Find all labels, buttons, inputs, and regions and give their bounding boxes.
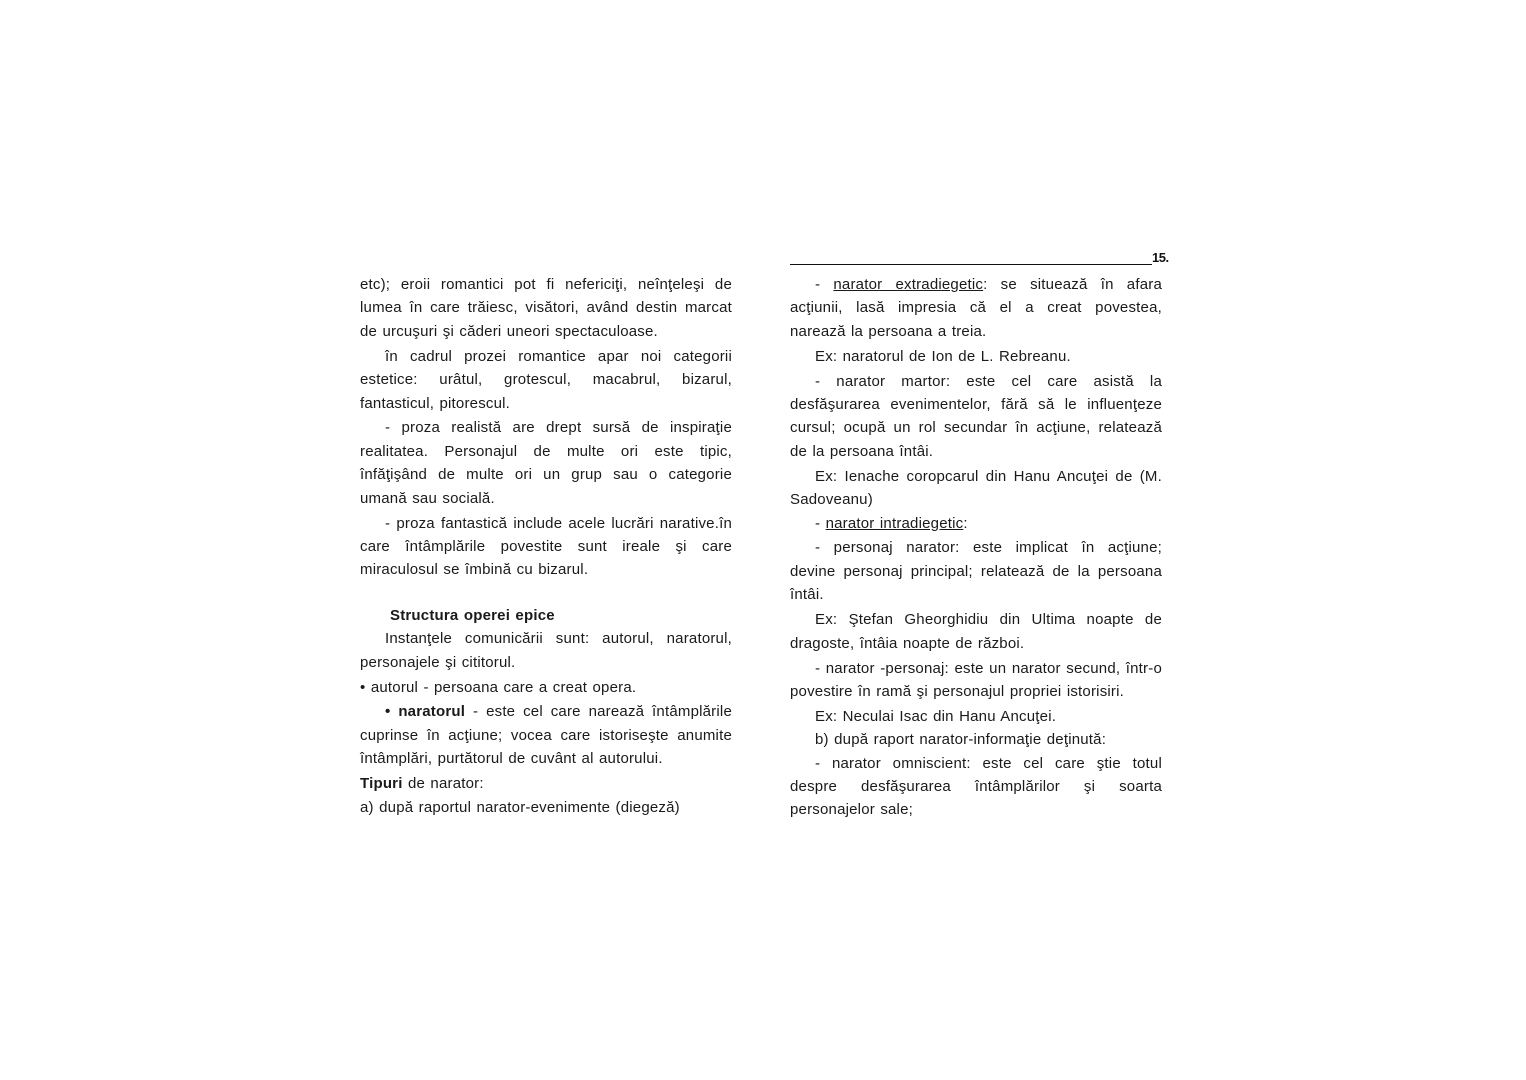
paragraph-witness-narrator: - narator martor: este cel care asistă la desfăşurarea evenimentelor, fără să le influenţeze cursul; ocupă un rol secundar în acţiune, relatează de la persoana întâi.	[790, 372, 1162, 460]
example-neculai-isac: Ex: Neculai Isac din Hanu Ancuţei.	[815, 707, 1057, 725]
paragraph-character-narrator: - personaj narator: este implicat în acţiune; devine personaj principal; relatează de la persoana întâi.	[790, 539, 1162, 604]
example-stefan-gheorghidiu: Ex: Ştefan Gheorghidiu din Ultima noapte de dragoste, întâia noapte de război.	[790, 611, 1162, 652]
paragraph-realist-prose: - proza realistă are drept sursă de inspiraţie realitatea. Personajul de multe ori este tipic, înfăţişând de multe ori un grup sau o categorie umană sau socială.	[360, 419, 732, 507]
left-page-column	[360, 273, 732, 819]
right-page-column	[790, 273, 1162, 822]
intradiegetic-colon: :	[963, 514, 968, 532]
extradiegetic-term: narator extradiegetic	[833, 276, 984, 293]
types-term: Tipuri	[360, 775, 403, 793]
intradiegetic-term: narator intradiegetic	[825, 514, 964, 532]
paragraph-narrator-character: - narator -personaj: este un narator secund, într-o povestire în ramă şi personajul propriei istorisiri.	[790, 659, 1162, 700]
page-header-rule	[790, 264, 1152, 265]
extradiegetic-definition: : se situează în afara acţiunii, lasă impresia că el a creat povestea, narează la persoana a treia.	[790, 276, 1162, 340]
page-number: 15.	[1152, 250, 1169, 265]
example-ion: Ex: naratorul de Ion de L. Rebreanu.	[815, 347, 1071, 365]
paragraph-information-criterion: b) după raport narator-informaţie deţinută:	[815, 731, 1107, 749]
example-ienache: Ex: Ienache coropcarul din Hanu Ancuţei de (M. Sadoveanu)	[790, 467, 1162, 509]
paragraph-extradiegetic-narrator	[790, 273, 1162, 343]
paragraph-intradiegetic-narrator	[790, 512, 1162, 535]
narrator-term: • naratorul	[385, 703, 466, 721]
types-rest: de narator:	[402, 775, 484, 793]
paragraph-diegesis-criterion: a) după raportul narator-evenimente (diegeză)	[360, 798, 680, 816]
dash-prefix: -	[815, 514, 826, 532]
narrator-definition: - este cel care narează întâmplările cuprinse în acţiune; vocea care istoriseşte anumite întâmplări, purtătorul de cuvânt al autorului.	[360, 703, 732, 768]
section-heading-epic-structure: Structura operei epice	[390, 606, 555, 624]
paragraph-narrator-types	[360, 772, 732, 795]
paragraph-fantastic-prose: - proza fantastică include acele lucrări narative.în care întâmplările povestite sunt ireale şi care miraculosul se îmbină cu bizarul.	[360, 514, 732, 579]
paragraph-omniscient-narrator: - narator omniscient: este cel care ştie totul despre desfăşurarea întâmplărilor şi soarta personajelor sale;	[790, 754, 1162, 819]
paragraph-romantic-heroes: etc); eroii romantici pot fi nefericiţi, neînţeleşi de lumea în care trăiesc, visători, având destin marcat de urcuşuri şi căderi uneori spectaculoase.	[360, 276, 732, 340]
paragraph-communication-instances: Instanţele comunicării sunt: autorul, naratorul, personajele şi cititorul.	[360, 630, 732, 671]
dash-prefix: -	[815, 276, 834, 293]
list-item-narrator	[360, 700, 732, 770]
list-item-author: • autorul - persoana care a creat opera.	[360, 678, 637, 696]
paragraph-romantic-categories: în cadrul prozei romantice apar noi categorii estetice: urâtul, grotescul, macabrul, bizarul, fantasticul, pitorescul.	[360, 347, 732, 412]
